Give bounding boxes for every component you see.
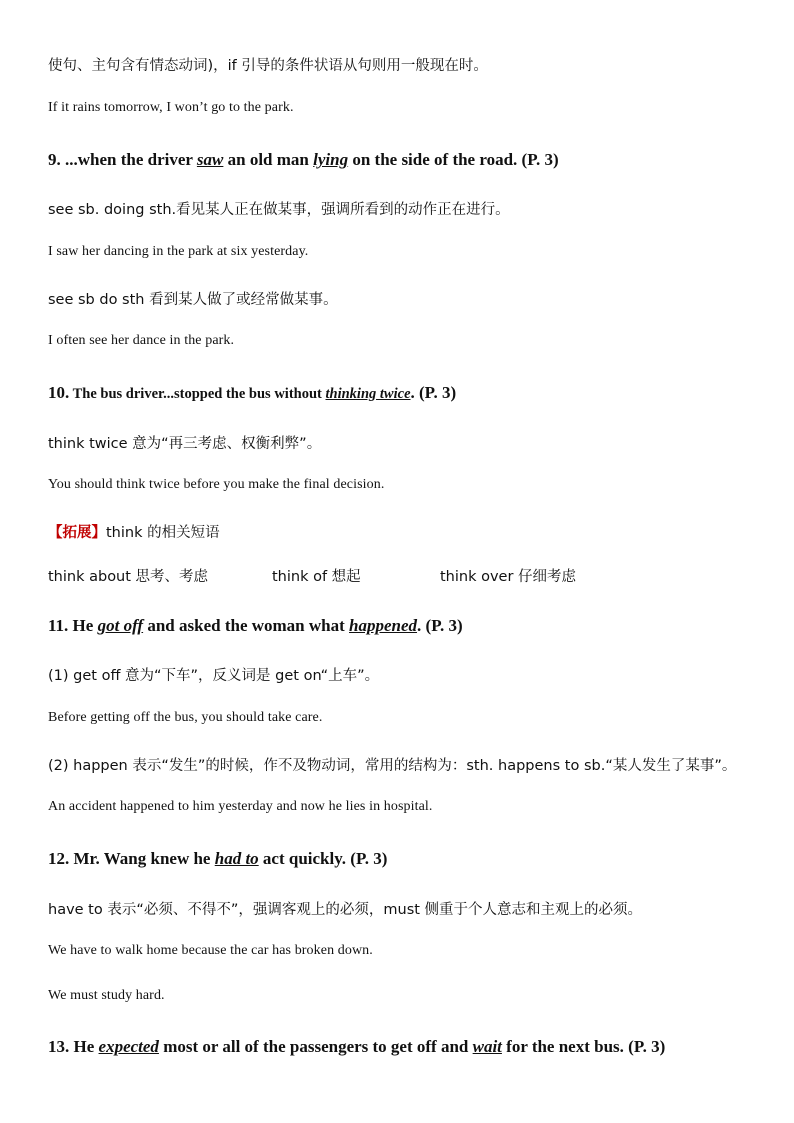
phrase-item: think over 仔细考虑 bbox=[440, 569, 577, 585]
heading-text: 12. Mr. Wang knew he bbox=[48, 849, 215, 868]
heading-text: an old man bbox=[223, 150, 314, 169]
heading-text: 11. He bbox=[48, 616, 98, 635]
keyword: lying bbox=[313, 150, 349, 169]
example-sentence: You should think twice before you make the final decision. bbox=[48, 477, 385, 492]
example-sentence: We must study hard. bbox=[48, 988, 165, 1003]
heading-text: most or all of the passengers to get off and bbox=[158, 1037, 473, 1056]
heading-text: on the side of the road. (P. 3) bbox=[348, 150, 559, 169]
heading-text: 9. ...when the driver bbox=[48, 150, 197, 169]
heading-number: 10. bbox=[48, 383, 70, 402]
heading-item-13 bbox=[48, 1037, 665, 1057]
keyword: had to bbox=[214, 849, 259, 868]
heading-item-9 bbox=[48, 150, 559, 170]
text-line: 使句、主句含有情态动词)，if 引导的条件状语从句则用一般现在时。 bbox=[48, 58, 488, 74]
heading-text: 13. He bbox=[48, 1037, 99, 1056]
heading-text: and asked the woman what bbox=[143, 616, 350, 635]
keyword: got off bbox=[97, 616, 144, 635]
extension-note bbox=[48, 521, 220, 542]
heading-text: for the next bus. (P. 3) bbox=[501, 1037, 666, 1056]
heading-text: . (P. 3) bbox=[417, 616, 463, 635]
example-sentence: An accident happened to him yesterday and now he lies in hospital. bbox=[48, 799, 433, 814]
explanation: have to 表示“必须、不得不”，强调客观上的必须，must 侧重于个人意志和主观上的必须。 bbox=[48, 902, 643, 918]
example-sentence: I often see her dance in the park. bbox=[48, 333, 235, 348]
heading-text: . (P. 3) bbox=[410, 383, 457, 402]
heading-item-10 bbox=[48, 383, 456, 403]
keyword: happened bbox=[349, 616, 418, 635]
example-sentence: If it rains tomorrow, I won’t go to the park. bbox=[48, 100, 294, 115]
example-sentence: We have to walk home because the car has broken down. bbox=[48, 943, 373, 958]
keyword: wait bbox=[472, 1037, 502, 1056]
explanation: think twice 意为“再三考虑、权衡利弊”。 bbox=[48, 436, 322, 452]
heading-item-12 bbox=[48, 849, 387, 869]
keyword: thinking twice bbox=[325, 386, 411, 402]
example-sentence: I saw her dancing in the park at six yesterday. bbox=[48, 244, 309, 259]
extension-text: think 的相关短语 bbox=[106, 525, 220, 541]
example-sentence: Before getting off the bus, you should take care. bbox=[48, 710, 323, 725]
explanation: (2) happen 表示“发生”的时候，作不及物动词，常用的结构为：sth. happens to sb.“某人发生了某事”。 bbox=[48, 758, 737, 774]
phrase-item: think about 思考、考虑 bbox=[48, 569, 209, 585]
keyword: expected bbox=[98, 1037, 159, 1056]
explanation: see sb do sth 看到某人做了或经常做某事。 bbox=[48, 292, 338, 308]
explanation: see sb. doing sth.看见某人正在做某事，强调所看到的动作正在进行。 bbox=[48, 202, 510, 218]
explanation: (1) get off 意为“下车”，反义词是 get on“上车”。 bbox=[48, 668, 380, 684]
phrase-item: think of 想起 bbox=[272, 569, 361, 585]
keyword: saw bbox=[196, 150, 224, 169]
heading-text: act quickly. (P. 3) bbox=[258, 849, 388, 868]
extension-tag: 【拓展】 bbox=[48, 525, 106, 541]
heading-text: The bus driver...stopped the bus without bbox=[69, 386, 326, 402]
heading-item-11 bbox=[48, 616, 463, 636]
